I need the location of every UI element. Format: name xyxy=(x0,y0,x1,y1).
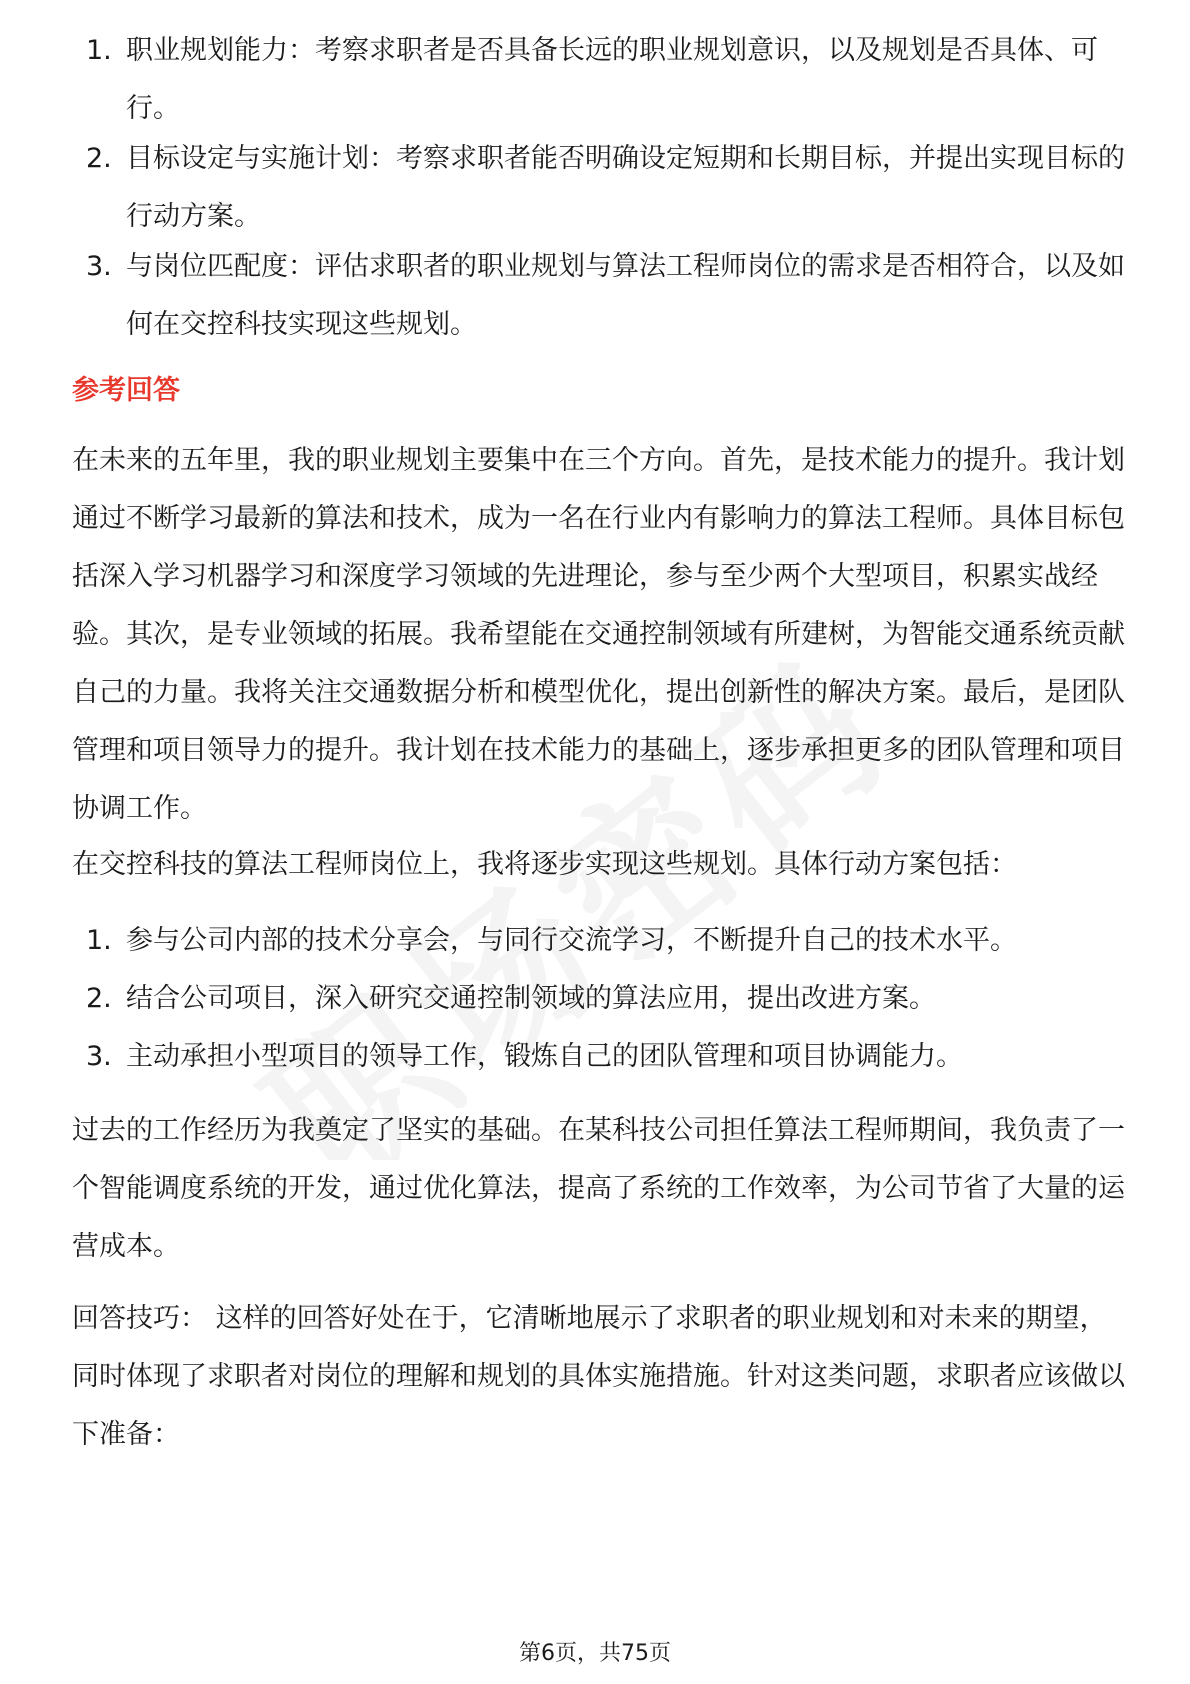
list-item xyxy=(72,130,1132,246)
list-text: 职业规划能力：考察求职者是否具备长远的职业规划意识，以及规划是否具体、可行。 xyxy=(126,35,1098,124)
paragraph: 过去的工作经历为我奠定了坚实的基础。在某科技公司担任算法工程师期间，我负责了一个智能调度系统的开发，通过优化算法，提高了系统的工作效率，为公司节省了大量的运营成本。 xyxy=(72,1115,1125,1262)
criteria-list xyxy=(72,22,1132,354)
page-footer: 第6页，共75页 xyxy=(519,1641,671,1666)
list-number: 2. xyxy=(86,983,112,1014)
list-number: 1. xyxy=(86,925,112,956)
list-number: 3. xyxy=(86,251,112,282)
paragraph: 在交控科技的算法工程师岗位上，我将逐步实现这些规划。具体行动方案包括： xyxy=(72,849,1017,880)
list-text: 结合公司项目，深入研究交通控制领域的算法应用，提出改进方案。 xyxy=(126,983,936,1014)
list-item xyxy=(72,1028,1132,1086)
list-item xyxy=(72,970,1132,1028)
list-item xyxy=(72,238,1132,354)
list-number: 2. xyxy=(86,143,112,174)
list-item xyxy=(72,912,1132,970)
list-number: 3. xyxy=(86,1041,112,1072)
list-item xyxy=(72,22,1132,138)
action-list xyxy=(72,912,1132,1086)
list-text: 参与公司内部的技术分享会，与同行交流学习，不断提升自己的技术水平。 xyxy=(126,925,1017,956)
list-text: 主动承担小型项目的领导工作，锻炼自己的团队管理和项目协调能力。 xyxy=(126,1041,963,1072)
section-heading: 参考回答 xyxy=(72,375,180,406)
paragraph: 在未来的五年里，我的职业规划主要集中在三个方向。首先，是技术能力的提升。我计划通过不断学习最新的算法和技术，成为一名在行业内有影响力的算法工程师。具体目标包括深入学习机器学习和深度学习领域的先进理论，参与至少两个大型项目，积累实战经验。其次，是专业领域的拓展。我希望能在交通控制领域有所建树，为智能交通系统贡献自己的力量。我将关注交通数据分析和模型优化，提出创新性的解决方案。最后，是团队管理和项目领导力的提升。我计划在技术能力的基础上，逐步承担更多的团队管理和项目协调工作。 xyxy=(72,445,1125,824)
list-text: 目标设定与实施计划：考察求职者能否明确设定短期和长期目标，并提出实现目标的行动方案。 xyxy=(126,143,1125,232)
paragraph: 回答技巧： 这样的回答好处在于，它清晰地展示了求职者的职业规划和对未来的期望，同时体现了求职者对岗位的理解和规划的具体实施措施。针对这类问题，求职者应该做以下准备： xyxy=(72,1303,1125,1450)
list-text: 与岗位匹配度：评估求职者的职业规划与算法工程师岗位的需求是否相符合，以及如何在交控科技实现这些规划。 xyxy=(126,251,1125,340)
list-number: 1. xyxy=(86,35,112,66)
